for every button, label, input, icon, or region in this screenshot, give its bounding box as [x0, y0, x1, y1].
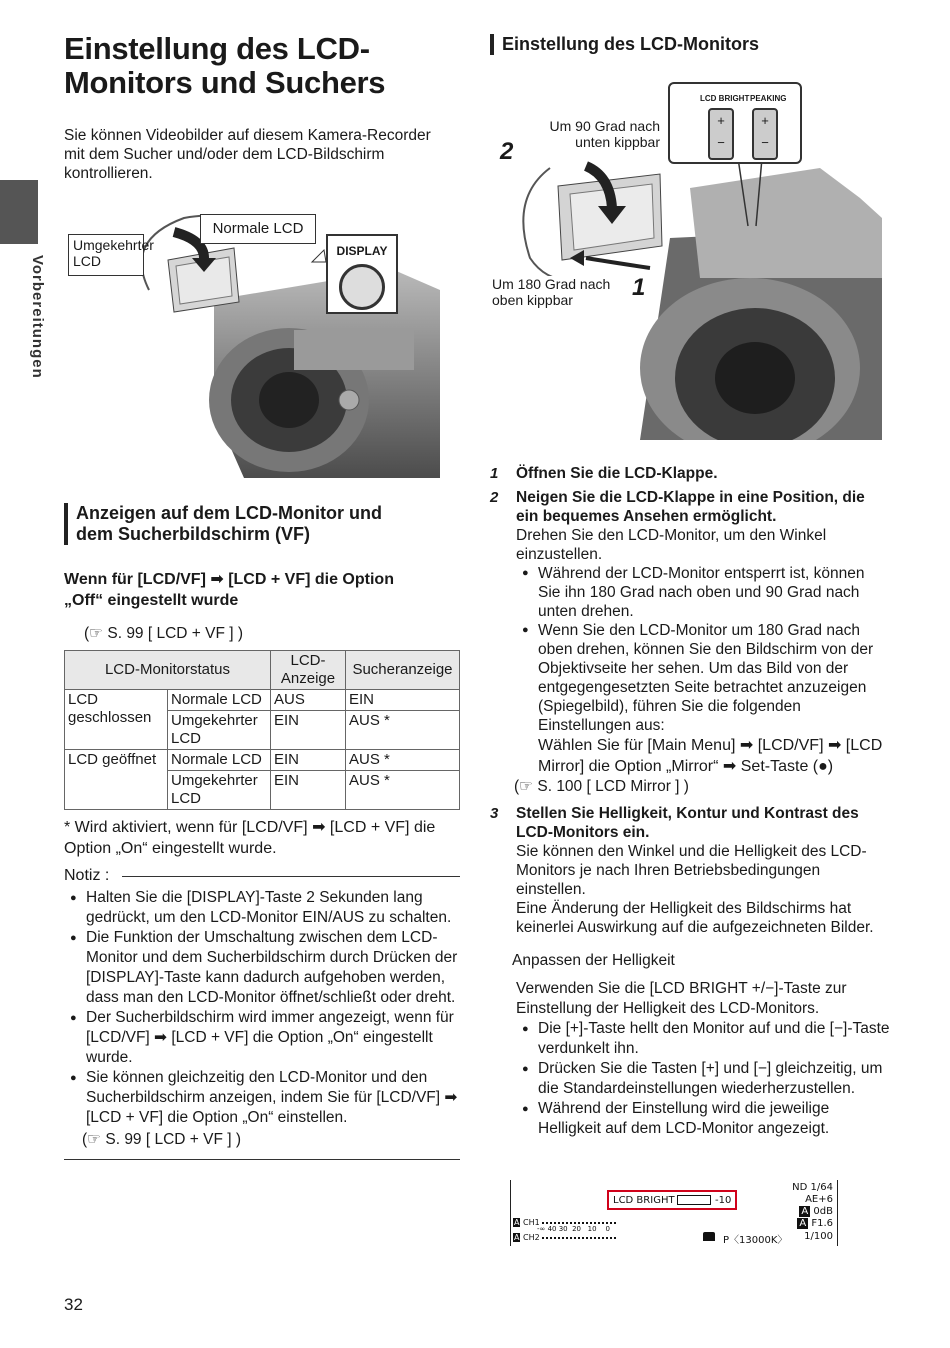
option-heading-line1: Wenn für [LCD/VF] ➡ [LCD + VF] die Option — [64, 571, 394, 588]
table-header-lcd — [271, 651, 346, 690]
lcd-bright-indicator — [607, 1190, 737, 1210]
table-cell-vf: AUS * — [346, 711, 460, 750]
step-number: 1 — [490, 465, 499, 482]
section-tab-label: Vorbereitungen — [29, 255, 46, 379]
table-cell-state — [65, 690, 168, 750]
lcd-tilt-figure — [490, 78, 882, 440]
reference-link[interactable]: (☞ S. 99 [ LCD + VF ] ) — [82, 1130, 242, 1148]
list-item: ● Die [+]-Taste hellt den Monitor auf und die [−]-Taste verdunkelt ihn. — [516, 1019, 890, 1059]
peaking-plus-icon[interactable]: + — [761, 113, 769, 128]
notes-block — [64, 866, 460, 1160]
option-heading-line2: „Off“ eingestellt wurde — [64, 592, 239, 609]
table-cell-mode: Normale LCD — [168, 750, 271, 771]
step-title: Stellen Sie Helligkeit, Kontur und Kontrast des LCD-Monitors ein. — [516, 805, 859, 841]
lcd-bright-rocker[interactable] — [708, 108, 734, 160]
header-lcd-line2: Anzeige — [280, 670, 336, 687]
iris-flag: A — [799, 1218, 807, 1229]
ae-level-value: AE+6 — [805, 1194, 833, 1205]
step-1 — [490, 464, 890, 483]
table-header-status: LCD-Monitorstatus — [65, 651, 271, 690]
brightness-heading: Anpassen der Helligkeit — [512, 952, 675, 969]
table-cell-vf: AUS * — [346, 750, 460, 771]
step-marker-2: 2 — [500, 138, 514, 165]
tilt-up-line2: oben kippbar — [492, 292, 573, 308]
lcd-bright-plus-icon[interactable]: + — [717, 113, 725, 128]
step-title: Öffnen Sie die LCD-Klappe. — [516, 465, 718, 482]
nd-filter-value: ND 1/64 — [792, 1182, 833, 1193]
step-body: Sie können den Winkel und die Helligkeit des LCD-Monitors je nach Ihren Betriebsbedingungen einstellen. — [516, 843, 867, 898]
table-cell-lcd: AUS — [271, 690, 346, 711]
reference-link[interactable]: (☞ S. 99 [ LCD + VF ] ) — [84, 625, 244, 642]
ch1-flag: A — [514, 1218, 520, 1227]
ch2-flag: A — [514, 1233, 520, 1242]
normal-lcd-callout — [200, 214, 316, 244]
reversed-lcd-callout — [68, 234, 154, 276]
brightness-intro: Verwenden Sie die [LCD BRIGHT +/−]-Taste zur Einstellung der Helligkeit des LCD-Monitors. — [516, 980, 847, 1017]
brightness-block — [516, 979, 890, 1139]
table-cell-state: LCD geöffnet — [65, 750, 168, 810]
table-footnote: * Wird aktiviert, wenn für [LCD/VF] ➡ [LCD + VF] die Option „On“ eingestellt wurde. — [64, 819, 436, 857]
table-row — [65, 690, 460, 711]
tilt-down-label — [530, 118, 660, 150]
display-section-heading — [64, 503, 456, 545]
table-cell-mode — [168, 771, 271, 810]
gain-value: 0dB — [813, 1206, 833, 1217]
list-item: ● Sie können gleichzeitig den LCD-Monitor und den Sucherbildschirm anzeigen, indem Sie für [LCD/VF] ➡ [LCD + VF] die Option „On“ einstellen. — [64, 1068, 460, 1128]
table-cell-lcd: EIN — [271, 771, 346, 810]
table-header-row — [65, 651, 460, 690]
tilt-down-line1: Um 90 Grad nach — [549, 118, 660, 134]
list-item: ● Drücken Sie die Tasten [+] und [−] gleichzeitig, um die Standardeinstellungen wiederherzustellen. — [516, 1059, 890, 1099]
reversed-lcd-label-line1: Umgekehrter — [73, 237, 154, 253]
step-bullets — [516, 564, 890, 735]
audio-ch2-row — [513, 1233, 616, 1242]
iris-value: F1.6 — [811, 1218, 833, 1229]
table-cell-lcd: EIN — [271, 750, 346, 771]
table-cell-vf: AUS * — [346, 771, 460, 810]
table-row — [65, 750, 460, 771]
tilt-down-line2: unten kippbar — [575, 134, 660, 150]
lcd-bright-bar — [677, 1195, 711, 1205]
page-title: Einstellung des LCD-Monitors und Suchers — [64, 31, 386, 100]
peaking-rocker[interactable] — [752, 108, 778, 160]
list-item: ● Während der LCD-Monitor entsperrt ist, können Sie ihn 180 Grad nach oben und 90 Grad nach unten drehen. — [516, 564, 890, 621]
step-body: Drehen Sie den LCD-Monitor, um den Winkel einzustellen. — [516, 527, 827, 563]
step-number: 2 — [490, 489, 499, 506]
tilt-up-line1: Um 180 Grad nach — [492, 276, 611, 292]
tilt-up-label — [492, 276, 632, 308]
ch1-meter — [542, 1222, 616, 1224]
button-panel-callout — [668, 82, 802, 164]
lcd-bright-text: LCD BRIGHT — [613, 1195, 675, 1206]
step-number: 3 — [490, 805, 499, 822]
menu-path: Wählen Sie für [Main Menu] ➡ [LCD/VF] ➡ [LCD Mirror] die Option „Mirror“ ➡ Set-Taste (●) — [538, 737, 883, 775]
table-cell-lcd: EIN — [271, 711, 346, 750]
mode-line1: Umgekehrter — [171, 772, 258, 789]
step-body: Eine Änderung der Helligkeit des Bildschirms hat keinerlei Auswirkung auf die aufgezeichneten Bilder. — [516, 900, 874, 936]
audio-meter-scale: -∞ 40 30 20 10 0 — [537, 1225, 610, 1233]
list-item: ● Während der Einstellung wird die jeweilige Helligkeit auf dem LCD-Monitor angezeigt. — [516, 1099, 890, 1139]
mode-line2: LCD — [171, 730, 202, 747]
display-button-label: DISPLAY — [336, 244, 388, 258]
normal-lcd-label: Normale LCD — [212, 220, 304, 237]
intro-text: Sie können Videobilder auf diesem Kamera-Recorder mit dem Sucher und/oder dem LCD-Bildschirm kontrollieren. — [64, 127, 431, 182]
step-title: Neigen Sie die LCD-Klappe in eine Position, die ein bequemes Ansehen ermöglicht. — [516, 489, 865, 525]
list-item: ● Halten Sie die [DISPLAY]-Taste 2 Sekunden lang gedrückt, um den LCD-Monitor EIN/AUS zu schalten. — [64, 888, 460, 928]
step-3 — [490, 804, 890, 937]
reference-link[interactable]: (☞ S. 100 [ LCD Mirror ] ) — [514, 778, 689, 795]
table-cell-vf: EIN — [346, 690, 460, 711]
peaking-label: PEAKING — [750, 94, 787, 103]
list-item: ● Wenn Sie den LCD-Monitor um 180 Grad nach oben drehen, können Sie den Bildschirm von der Objektivseite her sehen. Um das Bild von der entgegengesetzten Seite betrachtet anzuzeigen (Spiegelbild), führen Sie die folgenden Einstellungen aus: — [516, 621, 890, 735]
option-heading — [64, 569, 454, 611]
gain-flag: A — [801, 1206, 809, 1217]
lcd-screen-display — [510, 1180, 838, 1246]
reversed-lcd-label-line2: LCD — [73, 253, 102, 269]
section-tab-marker — [0, 180, 38, 244]
display-heading-line1: Anzeigen auf dem LCD-Monitor und — [76, 503, 382, 523]
header-lcd-line1: LCD- — [290, 652, 326, 669]
peaking-minus-icon[interactable]: − — [761, 135, 769, 150]
white-balance-icon — [703, 1232, 715, 1241]
display-button-callout — [326, 234, 398, 314]
table-cell-mode — [168, 711, 271, 750]
camera-display-figure — [64, 210, 440, 478]
iris-row — [797, 1218, 833, 1229]
mode-line1: Umgekehrter — [171, 712, 258, 729]
notiz-label: Notiz : — [64, 867, 110, 884]
shutter-value: 1/100 — [804, 1231, 833, 1242]
display-button-icon — [339, 264, 385, 310]
steps-block — [490, 464, 890, 937]
page-number: 32 — [64, 1295, 83, 1314]
lcd-bright-value: -10 — [715, 1195, 732, 1206]
table-header-viewfinder: Sucheranzeige — [346, 651, 460, 690]
ch1-label: CH1 — [523, 1218, 540, 1227]
white-balance-value: P〈13000K〉 — [723, 1235, 788, 1246]
table-cell-mode: Normale LCD — [168, 690, 271, 711]
mode-line2: LCD — [171, 790, 202, 807]
lcd-status-table — [64, 650, 460, 810]
state-closed-line2: geschlossen — [68, 709, 152, 726]
ch2-label: CH2 — [523, 1233, 540, 1242]
brightness-bullets — [516, 1019, 890, 1139]
list-item: ● Der Sucherbildschirm wird immer angezeigt, wenn für [LCD/VF] ➡ [LCD + VF] die Option „On“ eingestellt wurde. — [64, 1008, 460, 1068]
notes-list — [64, 888, 460, 1128]
state-closed-line1: LCD — [68, 691, 99, 708]
gain-row — [799, 1206, 833, 1217]
step-2 — [490, 488, 890, 796]
list-item: ● Die Funktion der Umschaltung zwischen dem LCD-Monitor und dem Sucherbildschirm durch Drücken der [DISPLAY]-Taste kann dadurch aufgehoben werden, dass man den LCD-Monitor öffnet/schließt oder dreht. — [64, 928, 460, 1008]
ch2-meter — [542, 1237, 616, 1239]
notes-bottom-rule — [64, 1159, 460, 1160]
right-section-heading: Einstellung des LCD-Monitors — [490, 34, 902, 55]
step-marker-1: 1 — [632, 274, 646, 301]
lcd-bright-label: LCD BRIGHT — [700, 94, 750, 103]
notes-top-rule — [122, 876, 460, 877]
display-heading-line2: dem Sucherbildschirm (VF) — [76, 524, 311, 544]
lcd-bright-minus-icon[interactable]: − — [717, 135, 725, 150]
